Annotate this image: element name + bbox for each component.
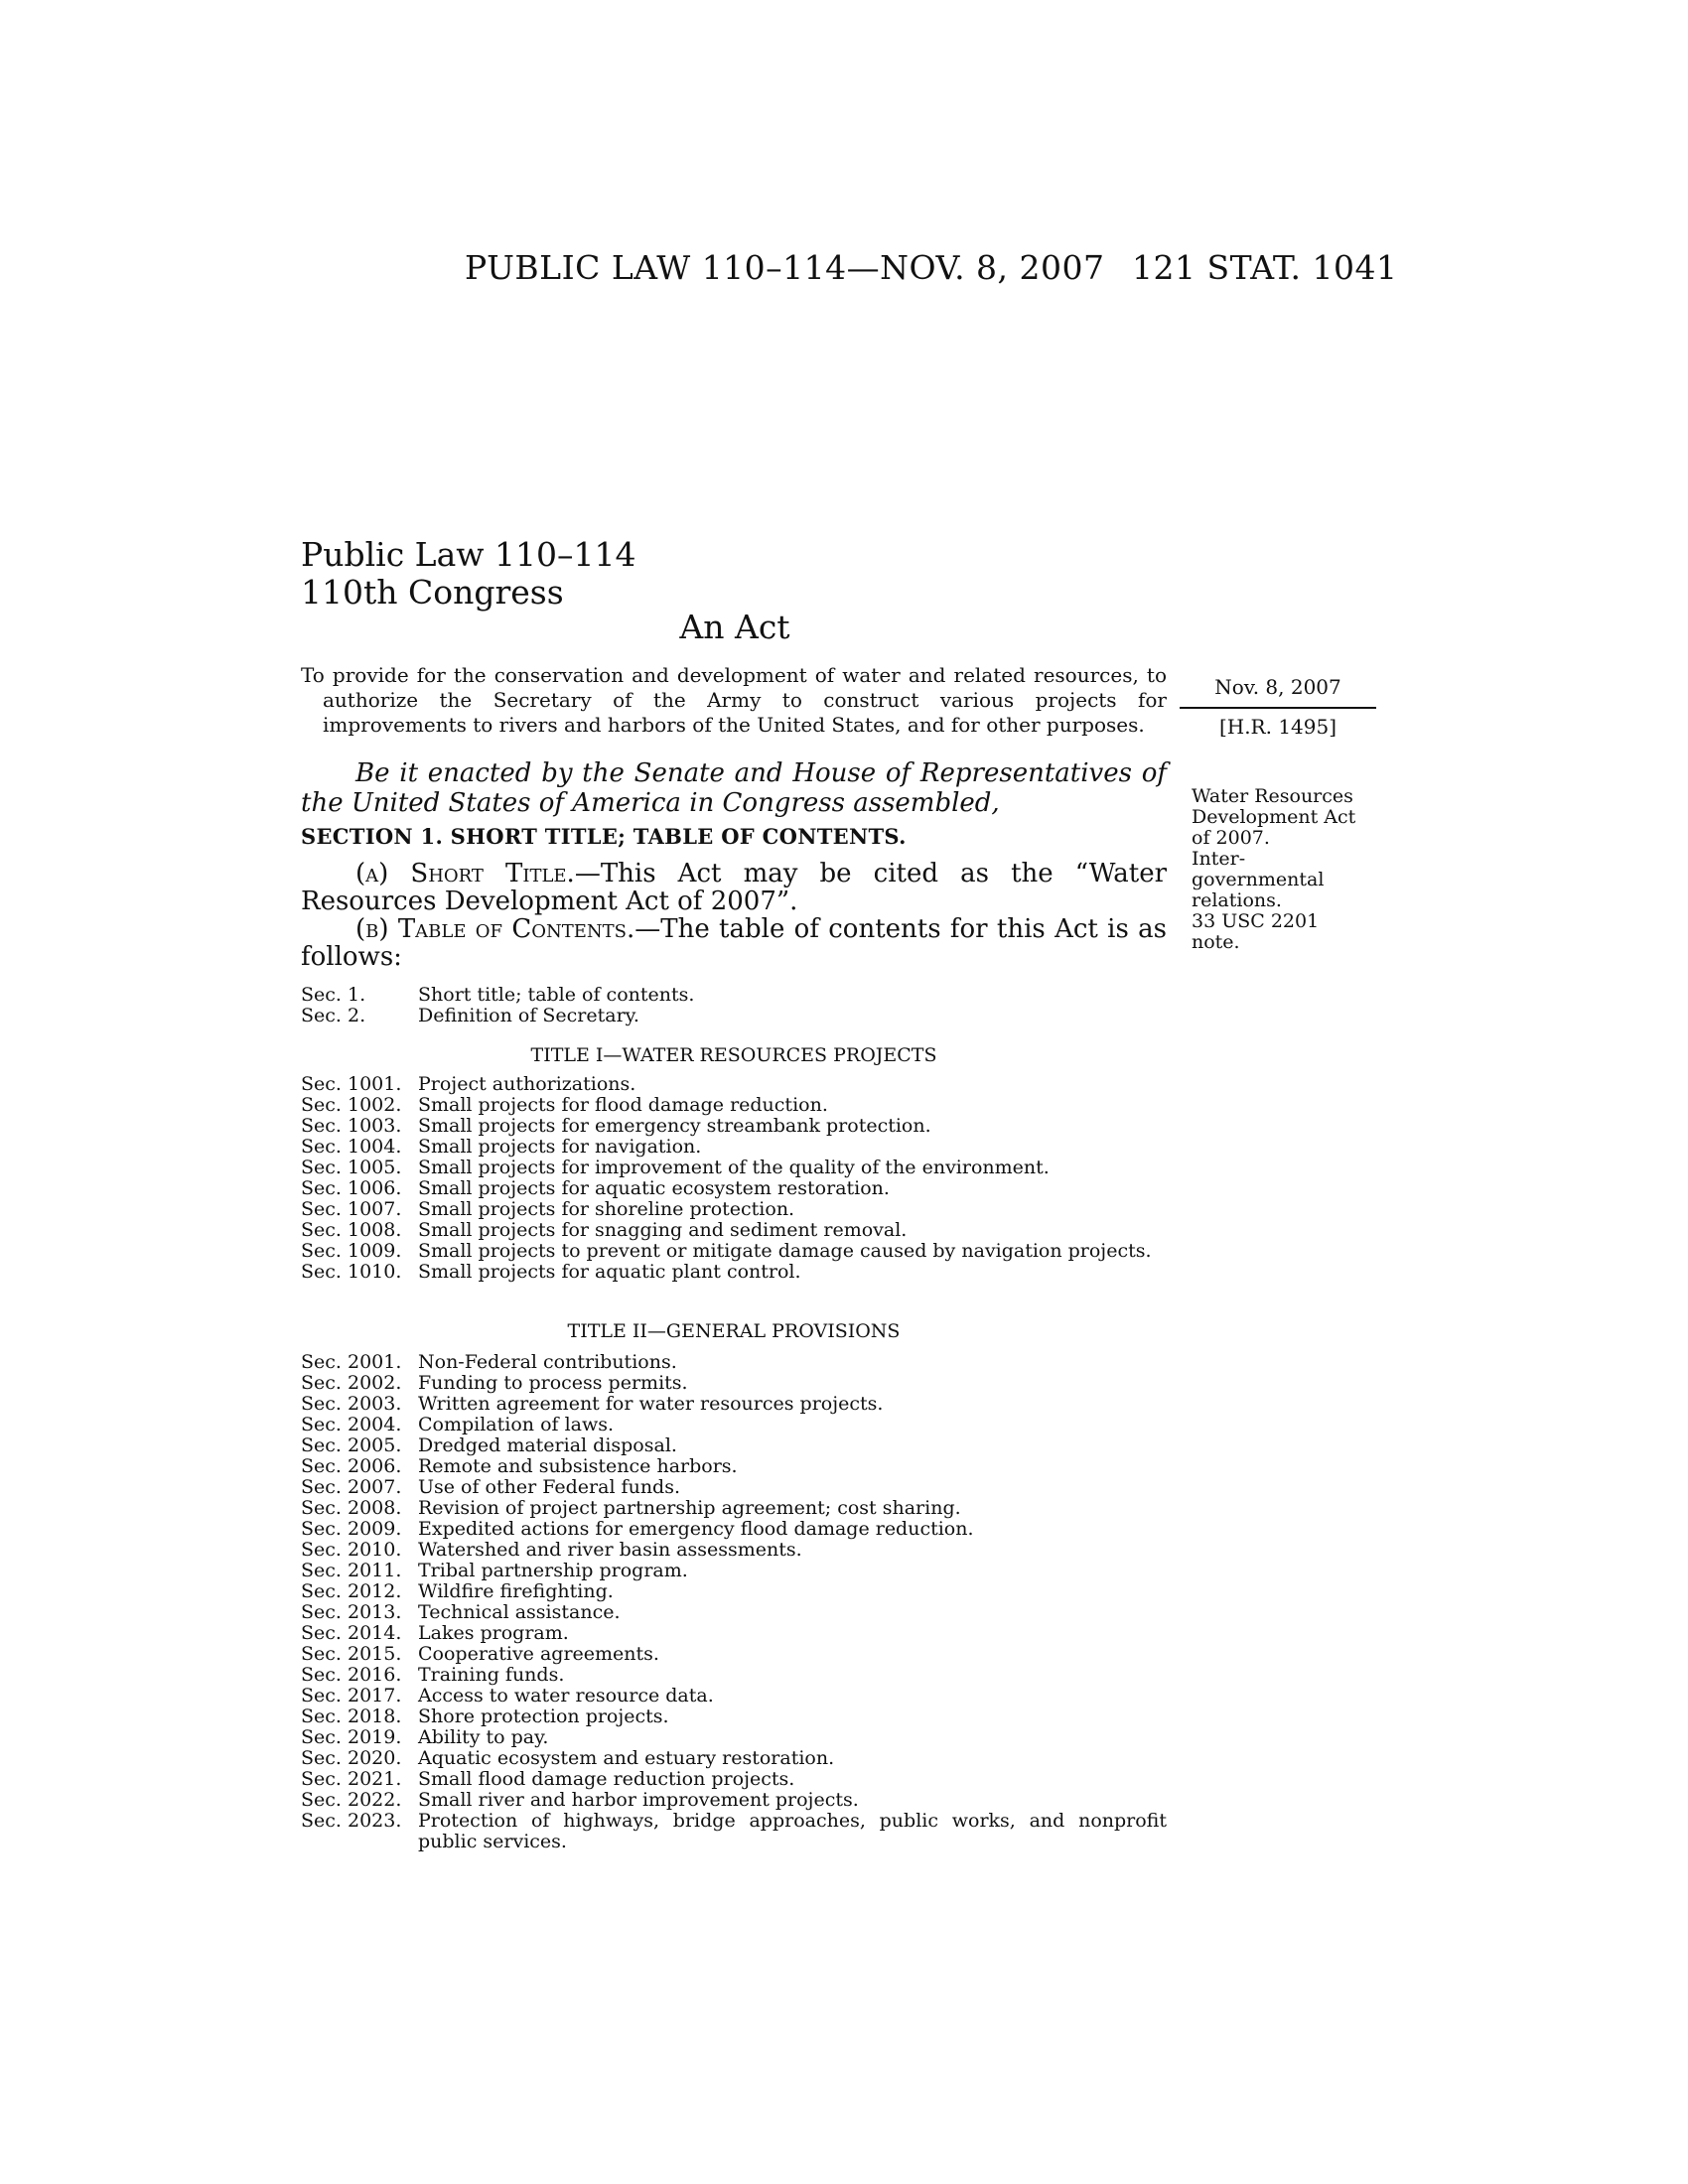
- toc-entry: [301, 1394, 1167, 1415]
- toc-entry-text: Access to water resource data.: [418, 1685, 714, 1706]
- toc-entry: [301, 1352, 1167, 1373]
- toc-entry-text: Short title; table of contents.: [418, 984, 695, 1006]
- paragraph-text: —This Act may be cited as the “Water Resources Development Act of 2007”.: [301, 859, 1168, 916]
- toc-entry: [301, 1686, 1167, 1706]
- toc-entry-text: Written agreement for water resources projects.: [418, 1393, 884, 1415]
- toc-entry-text: Small projects to prevent or mitigate damage caused by navigation projects.: [418, 1240, 1152, 1262]
- toc-entry-number: Sec. 2010.: [301, 1539, 402, 1561]
- toc-entry-text: Small projects for shoreline protection.: [418, 1198, 795, 1220]
- toc-entry-text: Small projects for navigation.: [418, 1136, 702, 1158]
- toc-entry-number: Sec. 1010.: [301, 1261, 402, 1283]
- toc-entry: [301, 1706, 1167, 1727]
- paragraph-text: —The table of contents for this Act is as follows:: [301, 914, 1167, 972]
- toc-entry-number: Sec. 2015.: [301, 1643, 402, 1665]
- toc-entry: [301, 1623, 1167, 1644]
- toc-entry: [301, 1602, 1167, 1623]
- law-title: [301, 536, 635, 612]
- toc-entry-text: Lakes program.: [418, 1622, 569, 1644]
- toc-entry-text: Ability to pay.: [418, 1726, 549, 1748]
- toc-entry-number: Sec. 2002.: [301, 1372, 402, 1394]
- toc-entry: [301, 1644, 1167, 1665]
- toc-entry: [301, 1158, 1167, 1178]
- toc-entry: [301, 1415, 1167, 1435]
- toc-entry-text: Small projects for aquatic plant control.: [418, 1261, 801, 1283]
- toc-entry: [301, 1769, 1167, 1790]
- margin-notes: [1192, 786, 1390, 953]
- toc-entry-number: Sec. 1009.: [301, 1240, 402, 1262]
- paragraph-label: (b) Table of Contents.: [355, 914, 635, 944]
- toc-entry-text: Small river and harbor improvement projects.: [418, 1789, 859, 1811]
- toc-entry-number: Sec. 2013.: [301, 1601, 402, 1623]
- toc-entry-text: Small projects for aquatic ecosystem restoration.: [418, 1177, 890, 1199]
- toc-entry: [301, 1727, 1167, 1748]
- toc-entry-text: Compilation of laws.: [418, 1414, 615, 1435]
- toc-entry: [301, 1006, 1167, 1026]
- margin-note-line: Development Act: [1192, 806, 1356, 828]
- toc-title-1: TITLE I—WATER RESOURCES PROJECTS: [530, 1044, 937, 1066]
- toc-entry-text: Small projects for improvement of the quality of the environment.: [418, 1157, 1050, 1178]
- long-title-text: To provide for the conservation and development of water and related resources, to authorize the Secretary of the Army to construct various projects for improvements to rivers and harbors of the United States, and for other purposes.: [301, 663, 1167, 737]
- enacting-clause: [301, 758, 1167, 818]
- margin-note-line: 33 USC 2201: [1192, 910, 1320, 932]
- act-heading: An Act: [679, 608, 790, 646]
- toc-entry: [301, 1477, 1167, 1498]
- toc-entry: [301, 1178, 1167, 1199]
- toc-entry-text: Cooperative agreements.: [418, 1643, 659, 1665]
- toc-entry-number: Sec. 2004.: [301, 1414, 402, 1435]
- toc-entry-number: Sec. 2012.: [301, 1580, 402, 1602]
- toc-entry-text: Tribal partnership program.: [418, 1560, 688, 1581]
- enactment-date: Nov. 8, 2007: [1214, 675, 1341, 699]
- date-rule: [1180, 707, 1376, 709]
- enacting-clause-text: Be it enacted by the Senate and House of Representatives of the United States of America in Congress assembled,: [301, 758, 1167, 818]
- margin-note-line: of 2007.: [1192, 827, 1270, 849]
- margin-note-line: governmental: [1192, 869, 1325, 890]
- toc-entry-number: Sec. 2016.: [301, 1664, 402, 1686]
- toc-entry-number: Sec. 2017.: [301, 1685, 402, 1706]
- toc-entry-text: Technical assistance.: [418, 1601, 621, 1623]
- toc-entry-text: Revision of project partnership agreement; cost sharing.: [418, 1497, 961, 1519]
- toc-entry-number: Sec. 2.: [301, 1005, 366, 1026]
- toc-entry-number: Sec. 2022.: [301, 1789, 402, 1811]
- toc-entry-number: Sec. 2023.: [301, 1810, 402, 1832]
- enactment-date-block: [1180, 675, 1376, 739]
- toc-entry-number: Sec. 2021.: [301, 1768, 402, 1790]
- toc-entry: [301, 1561, 1167, 1581]
- toc-entry-number: Sec. 2011.: [301, 1560, 402, 1581]
- running-head: PUBLIC LAW 110–114—NOV. 8, 2007: [465, 248, 1105, 287]
- toc-entry-number: Sec. 1006.: [301, 1177, 402, 1199]
- toc-entry-number: Sec. 1004.: [301, 1136, 402, 1158]
- toc-entry-number: Sec. 2001.: [301, 1351, 402, 1373]
- toc-entry-text: Use of other Federal funds.: [418, 1476, 681, 1498]
- toc-entry: [301, 1581, 1167, 1602]
- toc-title-2-list: [301, 1352, 1167, 1852]
- toc-entry-text: Protection of highways, bridge approaches, public works, and nonprofit public services.: [418, 1810, 1167, 1852]
- toc-entry-text: Wildfire firefighting.: [418, 1580, 614, 1602]
- margin-note-line: relations.: [1192, 889, 1282, 911]
- toc-entry: [301, 1540, 1167, 1561]
- toc-entry: [301, 985, 1167, 1006]
- toc-entry-text: Definition of Secretary.: [418, 1005, 639, 1026]
- toc-entry: [301, 1074, 1167, 1095]
- margin-note-line: Water Resources: [1192, 785, 1353, 807]
- bill-number: [H.R. 1495]: [1218, 715, 1337, 739]
- toc-entry-text: Funding to process permits.: [418, 1372, 688, 1394]
- toc-entry: [301, 1116, 1167, 1137]
- toc-entry-text: Remote and subsistence harbors.: [418, 1455, 738, 1477]
- toc-entry: [301, 1241, 1167, 1262]
- toc-entry-text: Aquatic ecosystem and estuary restoration.: [418, 1747, 835, 1769]
- toc-entry-number: Sec. 1003.: [301, 1115, 402, 1137]
- toc-entry-number: Sec. 2008.: [301, 1497, 402, 1519]
- toc-entry-text: Small projects for flood damage reduction.: [418, 1094, 828, 1116]
- toc-entry-number: Sec. 1007.: [301, 1198, 402, 1220]
- toc-entry-number: Sec. 1001.: [301, 1073, 402, 1095]
- toc-entry-number: Sec. 2005.: [301, 1434, 402, 1456]
- toc-entry-text: Watershed and river basin assessments.: [418, 1539, 802, 1561]
- toc-entry: [301, 1199, 1167, 1220]
- toc-entry: [301, 1137, 1167, 1158]
- toc-title-1-list: [301, 1074, 1167, 1283]
- long-title: [301, 663, 1167, 738]
- paragraph-label: (a) Short Title.: [355, 859, 575, 888]
- toc-entry-text: Small flood damage reduction projects.: [418, 1768, 795, 1790]
- toc-entry: [301, 1498, 1167, 1519]
- margin-note-line: note.: [1192, 931, 1240, 953]
- toc-entry-number: Sec. 1005.: [301, 1157, 402, 1178]
- toc-entry-text: Small projects for snagging and sediment removal.: [418, 1219, 908, 1241]
- toc-entry: [301, 1220, 1167, 1241]
- toc-entry-number: Sec. 2014.: [301, 1622, 402, 1644]
- toc-entry: [301, 1373, 1167, 1394]
- toc-entry-number: Sec. 2009.: [301, 1518, 402, 1540]
- toc-entry: [301, 1095, 1167, 1116]
- toc-entry-text: Small projects for emergency streambank protection.: [418, 1115, 931, 1137]
- toc-entry-number: Sec. 2019.: [301, 1726, 402, 1748]
- toc-entry: [301, 1456, 1167, 1477]
- toc-entry-number: Sec. 2020.: [301, 1747, 402, 1769]
- toc-entry-number: Sec. 1002.: [301, 1094, 402, 1116]
- toc-entry: [301, 1665, 1167, 1686]
- margin-note-line: Inter-: [1192, 848, 1246, 870]
- paragraph-short-title: [301, 860, 1167, 915]
- congress-number: 110th Congress: [301, 573, 564, 612]
- toc-entry: [301, 1435, 1167, 1456]
- law-number: Public Law 110–114: [301, 535, 636, 574]
- toc-entry-text: Expedited actions for emergency flood damage reduction.: [418, 1518, 974, 1540]
- section-heading: SECTION 1. SHORT TITLE; TABLE OF CONTENTS.: [301, 824, 907, 849]
- toc-entry: [301, 1748, 1167, 1769]
- toc-entry-text: Project authorizations.: [418, 1073, 636, 1095]
- toc-entry-number: Sec. 1.: [301, 984, 366, 1006]
- paragraph-table-of-contents: [301, 915, 1167, 971]
- toc-entry-number: Sec. 1008.: [301, 1219, 402, 1241]
- toc-entry-number: Sec. 2007.: [301, 1476, 402, 1498]
- toc-entry-text: Training funds.: [418, 1664, 565, 1686]
- statute-citation: 121 STAT. 1041: [1132, 248, 1398, 287]
- toc-entry: [301, 1262, 1167, 1283]
- toc-entry-number: Sec. 2018.: [301, 1706, 402, 1727]
- toc-entry: [301, 1790, 1167, 1811]
- toc-entry-number: Sec. 2006.: [301, 1455, 402, 1477]
- toc-entry-text: Shore protection projects.: [418, 1706, 669, 1727]
- toc-entry-text: Non-Federal contributions.: [418, 1351, 677, 1373]
- toc-entry-number: Sec. 2003.: [301, 1393, 402, 1415]
- toc-title-2: TITLE II—GENERAL PROVISIONS: [567, 1320, 901, 1342]
- toc-entry: [301, 1519, 1167, 1540]
- toc-entry: [301, 1811, 1167, 1852]
- toc-entry-text: Dredged material disposal.: [418, 1434, 677, 1456]
- toc-top-list: [301, 985, 1167, 1026]
